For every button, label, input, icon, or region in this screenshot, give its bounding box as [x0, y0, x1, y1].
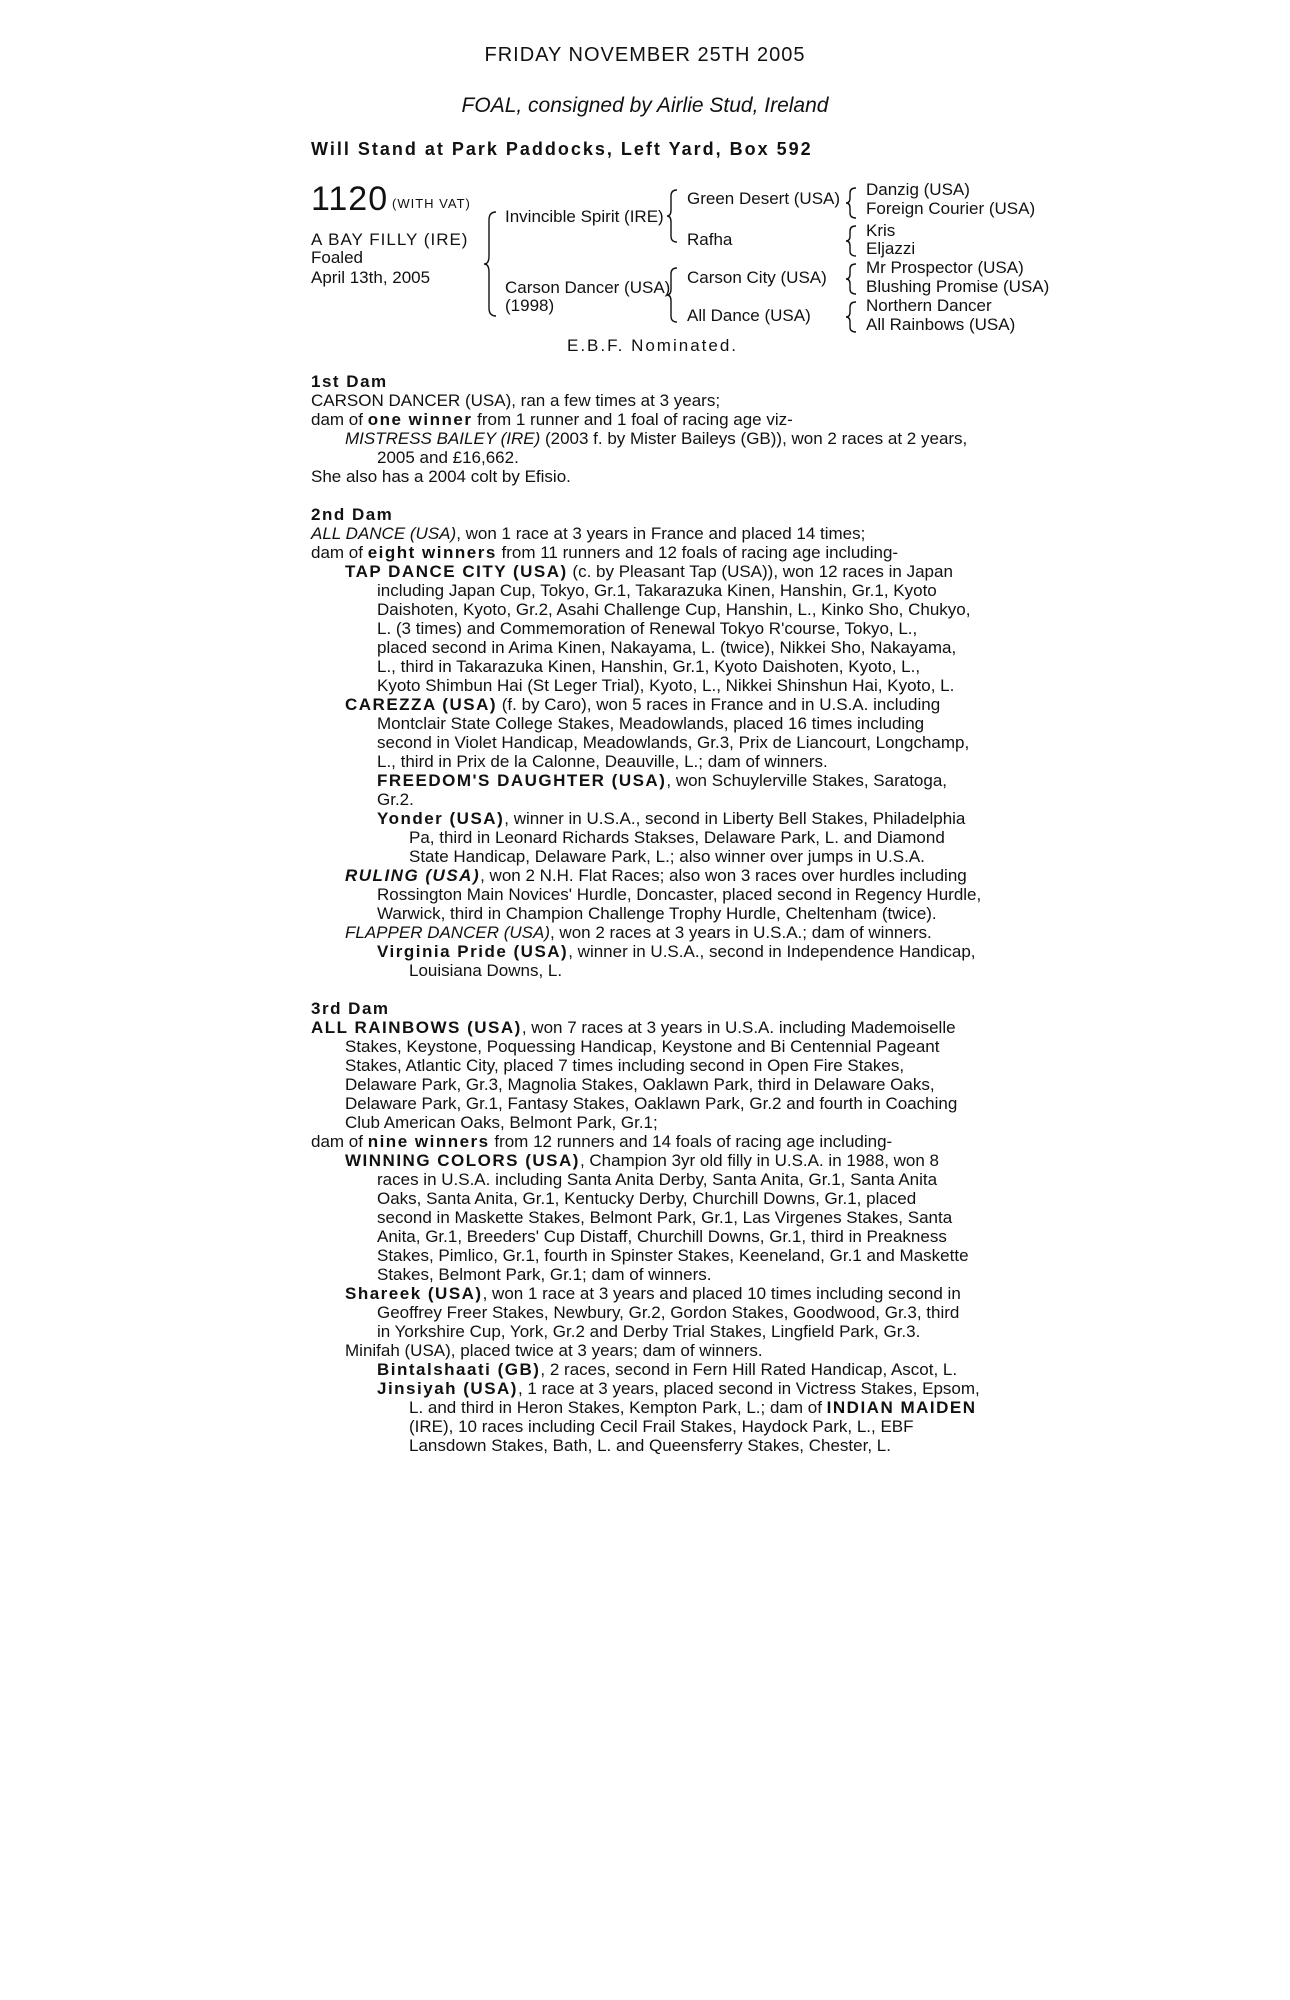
grand-progeny-entry — [311, 1360, 983, 1379]
pedigree-dam: Carson Dancer (USA) — [505, 278, 671, 297]
pedigree-ancestor-8: All Rainbows (USA) — [866, 315, 1016, 334]
dam-continued: Delaware Park, Gr.1, Fantasy Stakes, Oaklawn Park, Gr.2 and fourth in Coaching — [345, 1094, 958, 1113]
progeny-entry: Minifah (USA), placed twice at 3 years; dam of winners. — [345, 1341, 763, 1360]
progeny-continued: Oaks, Santa Anita, Gr.1, Kentucky Derby, Churchill Downs, Gr.1, placed — [377, 1189, 917, 1208]
grand-progeny-entry — [311, 771, 983, 809]
foaled-date: April 13th, 2005 — [311, 268, 431, 287]
produce-record — [311, 372, 983, 1455]
dam-continued: Stakes, Atlantic City, placed 7 times including second in Open Fire Stakes, — [345, 1056, 905, 1075]
winners-count: nine winners — [367, 1132, 490, 1151]
text: , won 1 race at 3 years and placed 10 times including second in — [482, 1284, 961, 1303]
text: , 2 races, second in Fern Hill Rated Handicap, Ascot, L. — [540, 1360, 958, 1379]
first-dam-note: She also has a 2004 colt by Efisio. — [311, 467, 571, 486]
ebf-nomination: E.B.F. Nominated. — [567, 336, 739, 355]
progeny-name: Yonder (USA) — [377, 809, 505, 828]
pedigree-ancestor-7: Northern Dancer — [866, 296, 992, 315]
progeny-continued: Rossington Main Novices' Hurdle, Doncaster, placed second in Regency Hurdle, — [377, 885, 982, 904]
stand-location: Will Stand at Park Paddocks, Left Yard, Box 592 — [311, 139, 813, 159]
progeny-continued: Anita, Gr.1, Breeders' Cup Distaff, Churchill Downs, Gr.1, third in Preakness — [377, 1227, 947, 1246]
progeny-entry — [311, 923, 983, 942]
sale-date: FRIDAY NOVEMBER 25TH 2005 — [484, 44, 806, 66]
progeny-entry — [311, 562, 983, 581]
winners-count: one winner — [367, 410, 473, 429]
winners-count: eight winners — [367, 543, 497, 562]
pedigree-brace-sire — [666, 188, 680, 244]
pedigree-dam-sire: Carson City (USA) — [687, 268, 827, 287]
pedigree-brace-g2 — [845, 224, 859, 258]
text: (2003 f. by Mister Baileys (GB)), won 2 races at 2 years, — [540, 429, 968, 448]
pedigree-ancestor-2: Foreign Courier (USA) — [866, 199, 1036, 218]
progeny-continued: Daishoten, Kyoto, Gr.2, Asahi Challenge Cup, Hanshin, L., Kinko Sho, Chukyo, — [377, 600, 971, 619]
progeny-continued: Stakes, Pimlico, Gr.1, fourth in Spinster Stakes, Keeneland, Gr.1 and Maskette — [377, 1246, 969, 1265]
progeny-continued — [311, 1398, 983, 1417]
consignment-line: FOAL, consigned by Airlie Stud, Ireland — [461, 94, 829, 117]
first-dam-line: CARSON DANCER (USA), ran a few times at 3 years; — [311, 391, 721, 410]
progeny-continued: second in Violet Handicap, Meadowlands, Gr.3, Prix de Liancourt, Longchamp, — [377, 733, 970, 752]
progeny-continued: Stakes, Belmont Park, Gr.1; dam of winners. — [377, 1265, 712, 1284]
text: , won 7 races at 3 years in U.S.A. including Mademoiselle — [521, 1018, 956, 1037]
second-dam-produce — [311, 543, 983, 562]
foaled-label: Foaled — [311, 248, 363, 267]
progeny-continued: placed second in Arima Kinen, Nakayama, L. (twice), Nikkei Sho, Nakayama, — [377, 638, 957, 657]
progeny-name: CAREZZA (USA) — [345, 695, 498, 714]
progeny-continued: in Yorkshire Cup, York, Gr.2 and Derby Trial Stakes, Lingfield Park, Gr.3. — [377, 1322, 921, 1341]
pedigree-brace-g1 — [845, 186, 859, 220]
first-dam-heading: 1st Dam — [311, 372, 388, 391]
text: L. and third in Heron Stakes, Kempton Park, L.; dam of — [409, 1398, 827, 1417]
dam-name: ALL RAINBOWS (USA) — [311, 1018, 522, 1037]
progeny-continued: L., third in Takarazuka Kinen, Hanshin, Gr.1, Kyoto Daishoten, Kyoto, L., — [377, 657, 921, 676]
progeny-entry — [311, 695, 983, 714]
progeny-continued: Lansdown Stakes, Bath, L. and Queensferry Stakes, Chester, L. — [409, 1436, 891, 1455]
pedigree-sire: Invincible Spirit (IRE) — [505, 207, 664, 226]
progeny-continued: Montclair State College Stakes, Meadowlands, placed 16 times including — [377, 714, 925, 733]
progeny-continued: Pa, third in Leonard Richards Stakses, Delaware Park, L. and Diamond — [409, 828, 945, 847]
progeny-continued: Louisiana Downs, L. — [409, 961, 563, 980]
progeny-continued: L. (3 times) and Commemoration of Renewal Tokyo R'course, Tokyo, L., — [377, 619, 918, 638]
progeny-continued: State Handicap, Delaware Park, L.; also winner over jumps in U.S.A. — [409, 847, 925, 866]
pedigree-ancestor-5: Mr Prospector (USA) — [866, 258, 1024, 277]
lot-number: 1120 — [311, 180, 389, 218]
text: , won 2 races at 3 years in U.S.A.; dam of winners. — [549, 923, 932, 942]
second-dam-line — [311, 524, 983, 543]
text: , winner in U.S.A., second in Independence Handicap, — [568, 942, 976, 961]
progeny-name: WINNING COLORS (USA) — [345, 1151, 580, 1170]
progeny-name: INDIAN MAIDEN — [826, 1398, 977, 1417]
text: from 1 runner and 1 foal of racing age viz- — [472, 410, 793, 429]
dam-continued: Club American Oaks, Belmont Park, Gr.1; — [345, 1113, 658, 1132]
progeny-continued: 2005 and £16,662. — [377, 448, 519, 467]
progeny-name: FLAPPER DANCER (USA) — [345, 923, 550, 942]
pedigree-brace-g3 — [845, 262, 859, 296]
pedigree-dam-year: (1998) — [505, 296, 555, 315]
horse-description: A BAY FILLY (IRE) — [311, 230, 469, 249]
progeny-continued: Geoffrey Freer Stakes, Newbury, Gr.2, Gordon Stakes, Goodwood, Gr.3, third — [377, 1303, 960, 1322]
text: dam of — [311, 543, 368, 562]
progeny-name: Shareek (USA) — [345, 1284, 483, 1303]
progeny-name: Jinsiyah (USA) — [377, 1379, 518, 1398]
text: dam of — [311, 1132, 368, 1151]
progeny-name: Virginia Pride (USA) — [377, 942, 569, 961]
text: from 11 runners and 12 foals of racing age including- — [496, 543, 899, 562]
vat-note: (WITH VAT) — [392, 196, 471, 211]
progeny-name: FREEDOM'S DAUGHTER (USA) — [377, 771, 667, 790]
pedigree-sire-sire: Green Desert (USA) — [687, 189, 841, 208]
first-dam-produce — [311, 410, 983, 429]
text: , 1 race at 3 years, placed second in Victress Stakes, Epsom, — [517, 1379, 980, 1398]
dam-continued: Delaware Park, Gr.3, Magnolia Stakes, Oaklawn Park, third in Delaware Oaks, — [345, 1075, 935, 1094]
grand-progeny-entry — [311, 942, 983, 961]
text: , won 2 N.H. Flat Races; also won 3 races over hurdles including — [480, 866, 967, 885]
third-dam-heading: 3rd Dam — [311, 999, 390, 1018]
text: from 12 runners and 14 foals of racing age including- — [489, 1132, 893, 1151]
pedigree-ancestor-1: Danzig (USA) — [866, 180, 970, 199]
progeny-entry — [311, 1151, 983, 1170]
pedigree-ancestor-6: Blushing Promise (USA) — [866, 277, 1050, 296]
text: , winner in U.S.A., second in Liberty Bell Stakes, Philadelphia — [504, 809, 966, 828]
text: , won 1 race at 3 years in France and placed 14 times; — [456, 524, 866, 543]
pedigree-ancestor-3: Kris — [866, 221, 896, 240]
pedigree-sire-dam: Rafha — [687, 230, 733, 249]
second-dam-heading: 2nd Dam — [311, 505, 394, 524]
text: , Champion 3yr old filly in U.S.A. in 1988, won 8 — [579, 1151, 940, 1170]
pedigree-brace-main — [483, 210, 499, 318]
progeny-continued: L., third in Prix de la Calonne, Deauville, L.; dam of winners. — [377, 752, 828, 771]
progeny-entry — [311, 429, 983, 448]
text: (f. by Caro), won 5 races in France and in U.S.A. including — [497, 695, 941, 714]
progeny-name: Bintalshaati (GB) — [377, 1360, 541, 1379]
third-dam-line — [311, 1018, 983, 1037]
progeny-continued: (IRE), 10 races including Cecil Frail Stakes, Haydock Park, L., EBF — [409, 1417, 914, 1436]
progeny-continued: second in Maskette Stakes, Belmont Park, Gr.1, Las Virgenes Stakes, Santa — [377, 1208, 953, 1227]
text: , won Schuylerville Stakes, Saratoga, Gr.2. — [377, 771, 948, 809]
text: dam of — [311, 410, 368, 429]
progeny-name: MISTRESS BAILEY (IRE) — [345, 429, 541, 448]
pedigree-ancestor-4: Eljazzi — [866, 239, 916, 258]
progeny-continued: races in U.S.A. including Santa Anita Derby, Santa Anita, Gr.1, Santa Anita — [377, 1170, 938, 1189]
pedigree-brace-g4 — [845, 300, 859, 334]
grand-progeny-entry — [311, 1379, 983, 1398]
progeny-name: TAP DANCE CITY (USA) — [345, 562, 568, 581]
progeny-entry — [311, 866, 983, 885]
progeny-continued: Kyoto Shimbun Hai (St Leger Trial), Kyoto, L., Nikkei Shinshun Hai, Kyoto, L. — [377, 676, 955, 695]
progeny-continued: Warwick, third in Champion Challenge Trophy Hurdle, Cheltenham (twice). — [377, 904, 937, 923]
text: (c. by Pleasant Tap (USA)), won 12 races in Japan — [567, 562, 953, 581]
third-dam-produce — [311, 1132, 983, 1151]
grand-progeny-entry — [311, 809, 983, 828]
progeny-name: RULING (USA) — [345, 866, 481, 885]
pedigree-dam-dam: All Dance (USA) — [687, 306, 811, 325]
progeny-continued: including Japan Cup, Tokyo, Gr.1, Takarazuka Kinen, Hanshin, Gr.1, Kyoto — [377, 581, 937, 600]
progeny-entry — [311, 1284, 983, 1303]
dam-continued: Stakes, Keystone, Poquessing Handicap, Keystone and Bi Centennial Pageant — [345, 1037, 940, 1056]
dam-name: ALL DANCE (USA) — [311, 524, 457, 543]
